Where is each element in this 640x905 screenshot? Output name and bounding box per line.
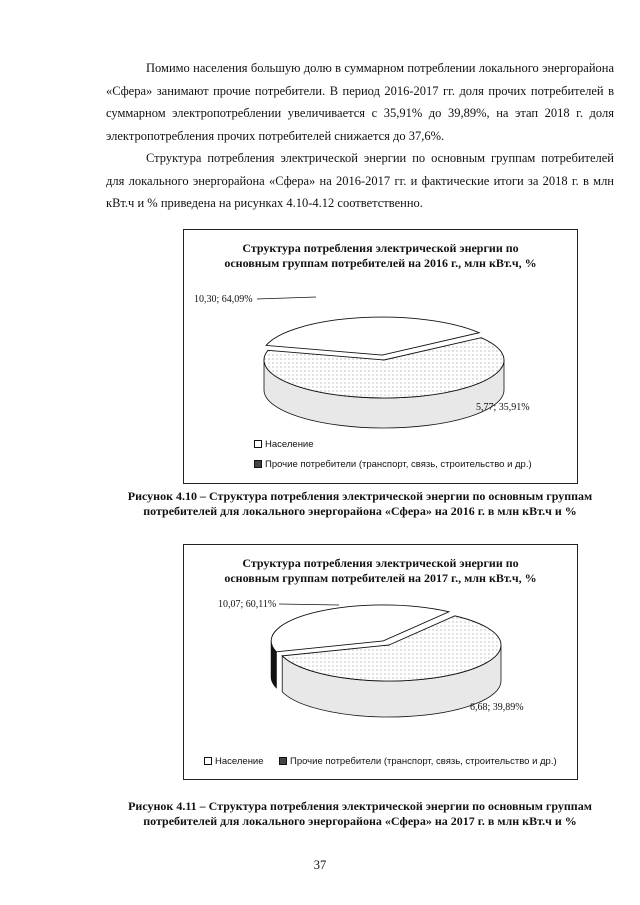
legend-item-population: Население <box>204 756 264 767</box>
legend-item-other: Прочие потребители (транспорт, связь, строительство и др.) <box>254 459 532 470</box>
figure-caption-4-11: Рисунок 4.11 – Структура потребления электрической энергии по основным группам потребителей для локального энергорайона «Сфера» на 2017 г. в млн кВт.ч и % <box>128 799 592 828</box>
legend-item-other: Прочие потребители (транспорт, связь, строительство и др.) <box>279 756 557 767</box>
body-paragraph-1: Помимо населения большую долю в суммарном потреблении локального энергорайона «Сфера» занимают прочие потребители. В период 2016-2017 гг. доля прочих потребителей в суммарном электропотреблении увеличивается с 35,91% до 39,89%, на этап 2018 г. доля электропотребления прочих потребителей снижается до 37,6%. <box>106 61 614 143</box>
figure-caption-4-10: Рисунок 4.10 – Структура потребления электрической энергии по основным группам потребителей для локального энергорайона «Сфера» на 2016 г. в млн кВт.ч и % <box>127 489 593 518</box>
body-paragraph-2: Структура потребления электрической энергии по основным группам потребителей для локального энергорайона «Сфера» на 2016-2017 гг. и фактические итоги за 2018 г. в млн кВт.ч и % приведена на рисунках 4.10-4.12 соответственно. <box>106 151 614 210</box>
data-label-1: 10,07; 60,11% <box>218 599 277 610</box>
legend-swatch-dark <box>279 757 287 765</box>
legend-swatch-light <box>204 757 212 765</box>
chart-title: Структура потребления электрической энергии по основным группам потребителей на 2016 г., млн кВт.ч, % <box>224 241 537 270</box>
legend-swatch-dark <box>254 460 262 468</box>
leader-line <box>257 297 316 299</box>
pie-chart-svg <box>184 545 577 779</box>
data-label-2: 5,77; 35,91% <box>476 402 530 413</box>
pie-chart-2016 <box>183 229 578 484</box>
page-number: 37 <box>313 858 327 872</box>
legend-swatch-light <box>254 440 262 448</box>
data-label-2: 6,68; 39,89% <box>470 702 524 713</box>
legend-item-population: Население <box>254 439 314 450</box>
pie-chart-svg <box>184 230 577 483</box>
pie-chart-2017 <box>183 544 578 780</box>
chart-title: Структура потребления электрической энергии по основным группам потребителей на 2017 г., млн кВт.ч, % <box>224 556 537 585</box>
leader-line <box>279 604 339 605</box>
data-label-1: 10,30; 64,09% <box>194 294 253 305</box>
